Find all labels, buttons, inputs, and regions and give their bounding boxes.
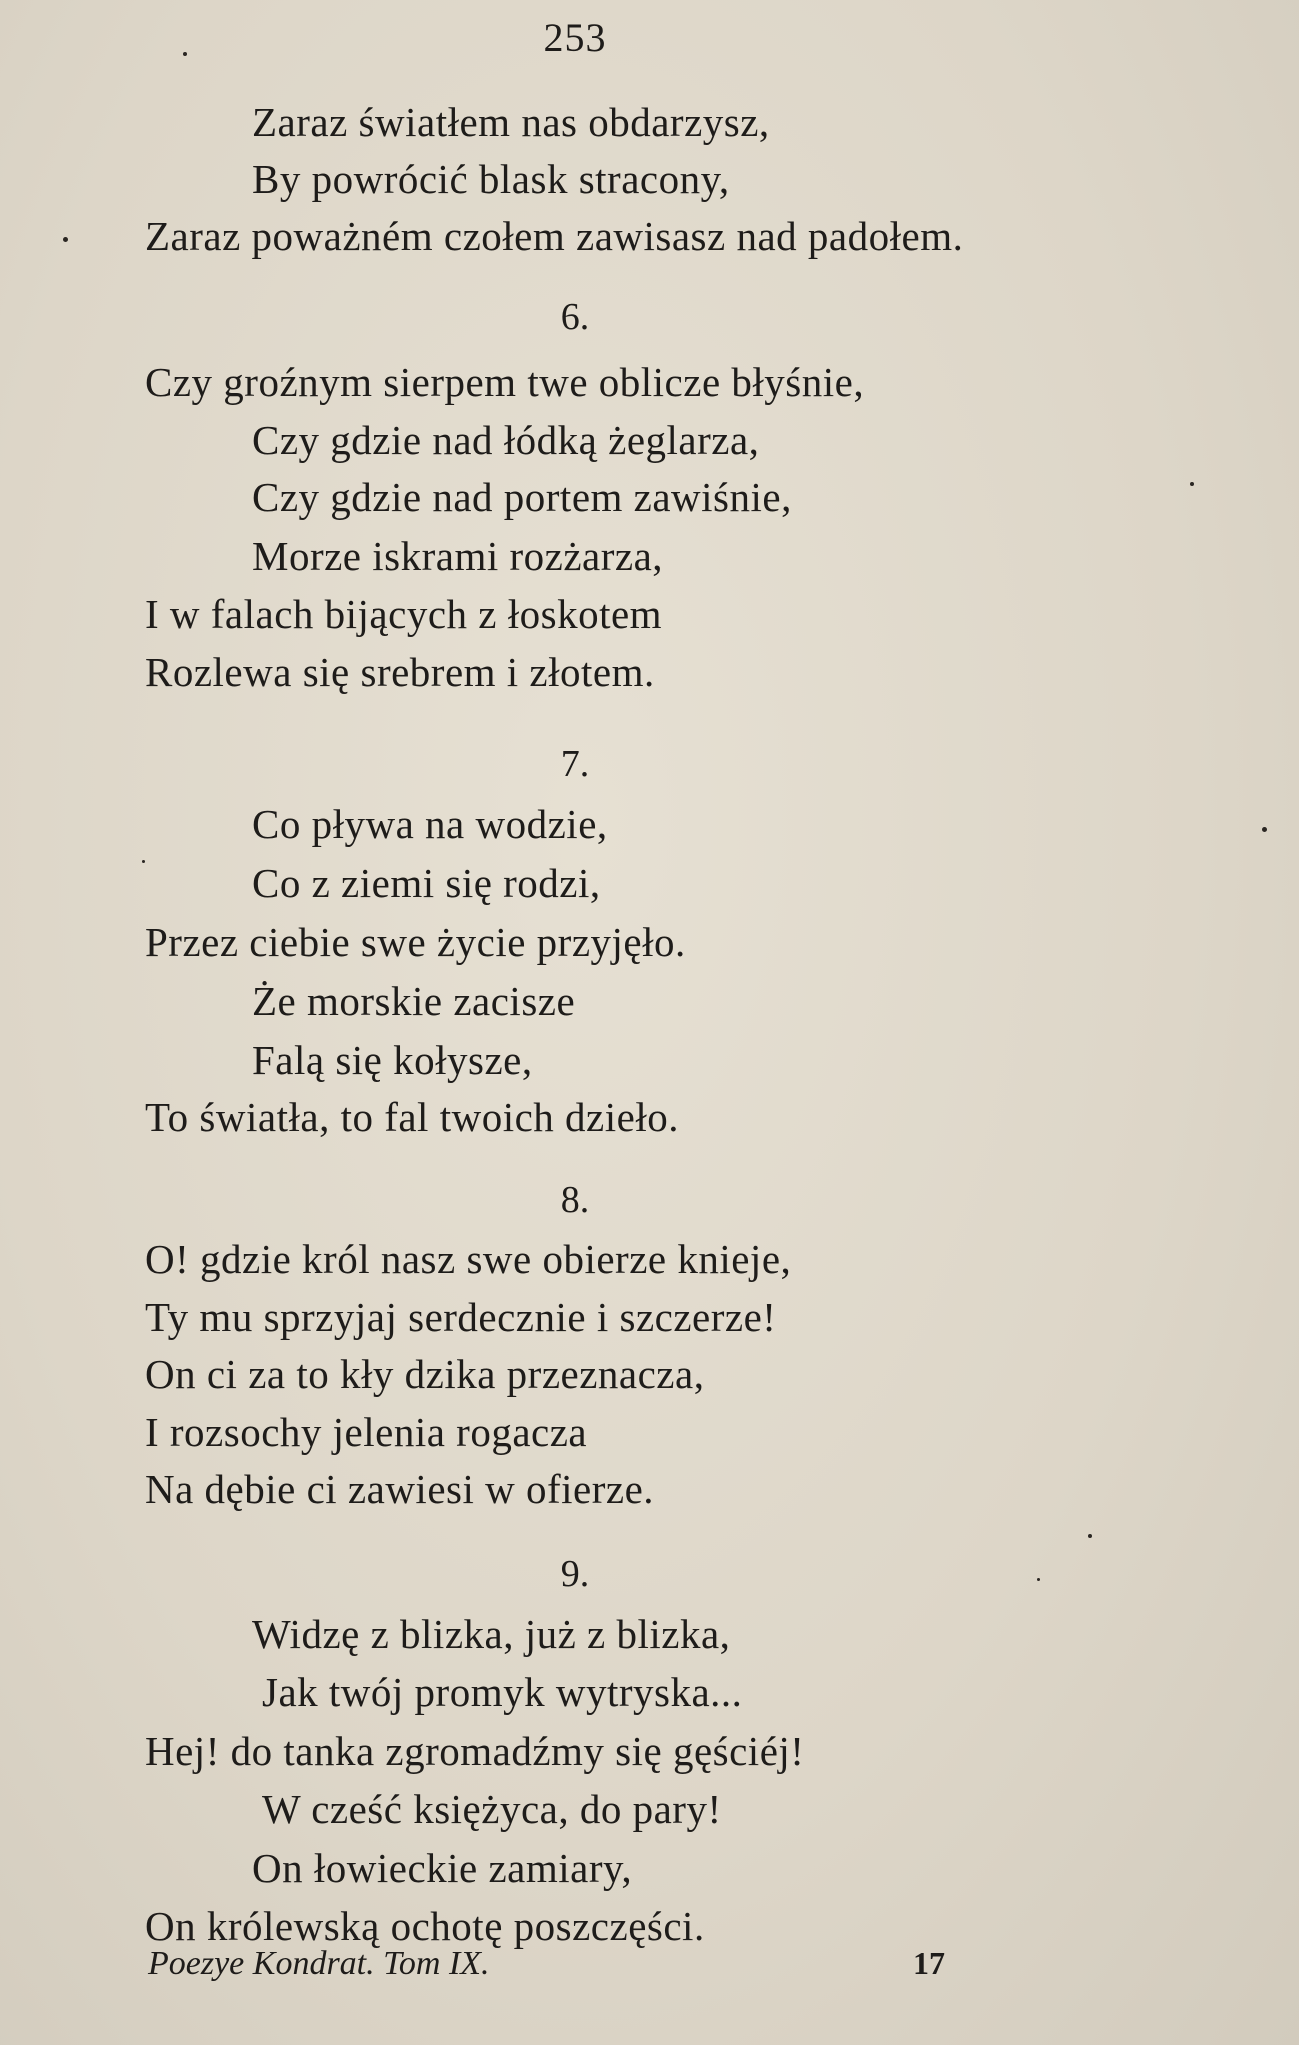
poem-line: On łowieckie zamiary, — [252, 1845, 633, 1891]
poem-line: Morze iskrami rozżarza, — [252, 533, 664, 579]
ink-speck — [1262, 827, 1267, 832]
poem-line: Co pływa na wodzie, — [252, 801, 608, 847]
poem-line: Rozlewa się srebrem i złotem. — [145, 649, 655, 695]
stanza-number: 9. — [560, 1553, 590, 1595]
poem-line: W cześć księżyca, do pary! — [262, 1786, 722, 1832]
stanza-number: 7. — [560, 743, 590, 785]
poem-line: Widzę z blizka, już z blizka, — [252, 1611, 731, 1657]
poem-line: On ci za to kły dzika przeznacza, — [145, 1351, 705, 1397]
poem-line: Hej! do tanka zgromadźmy się gęściéj! — [145, 1728, 805, 1774]
poem-line: Jak twój promyk wytryska... — [262, 1669, 743, 1715]
stanza-number: 8. — [560, 1179, 590, 1221]
ink-speck — [1088, 1534, 1092, 1538]
ink-speck — [1037, 1578, 1040, 1581]
poem-line: Czy gdzie nad portem zawiśnie, — [252, 474, 792, 520]
poem-line: Przez ciebie swe życie przyjęło. — [145, 919, 686, 965]
page-number: 253 — [543, 15, 607, 60]
poem-line: Falą się kołysze, — [252, 1037, 533, 1083]
stanza-number: 6. — [560, 296, 590, 338]
poem-line: Czy gdzie nad łódką żeglarza, — [252, 417, 760, 463]
ink-speck — [183, 52, 187, 56]
poem-line: Na dębie ci zawiesi w ofierze. — [145, 1466, 655, 1512]
poem-line: By powrócić blask stracony, — [252, 156, 730, 202]
poem-line: Co z ziemi się rodzi, — [252, 860, 601, 906]
poem-line: O! gdzie król nasz swe obierze knieje, — [145, 1236, 792, 1282]
poem-line: On królewską ochotę poszczęści. — [145, 1903, 705, 1949]
ink-speck — [1190, 482, 1194, 486]
sheet-number: 17 — [913, 1945, 945, 1981]
poem-line: Że morskie zacisze — [252, 978, 576, 1024]
footer-title: Poezye Kondrat. Tom IX. — [148, 1945, 490, 1982]
poem-line: Zaraz poważném czołem zawisasz nad padołem. — [145, 213, 964, 259]
poem-line: I rozsochy jelenia rogacza — [145, 1409, 588, 1455]
poem-line: Czy groźnym sierpem twe oblicze błyśnie, — [145, 359, 865, 405]
poem-line: Zaraz światłem nas obdarzysz, — [252, 99, 770, 145]
poem-line: To światła, to fal twoich dzieło. — [145, 1094, 679, 1140]
poem-line: Ty mu sprzyjaj serdecznie i szczerze! — [145, 1294, 777, 1340]
ink-speck — [63, 237, 68, 242]
ink-speck — [142, 860, 145, 863]
poem-line: I w falach bijących z łoskotem — [145, 591, 663, 637]
